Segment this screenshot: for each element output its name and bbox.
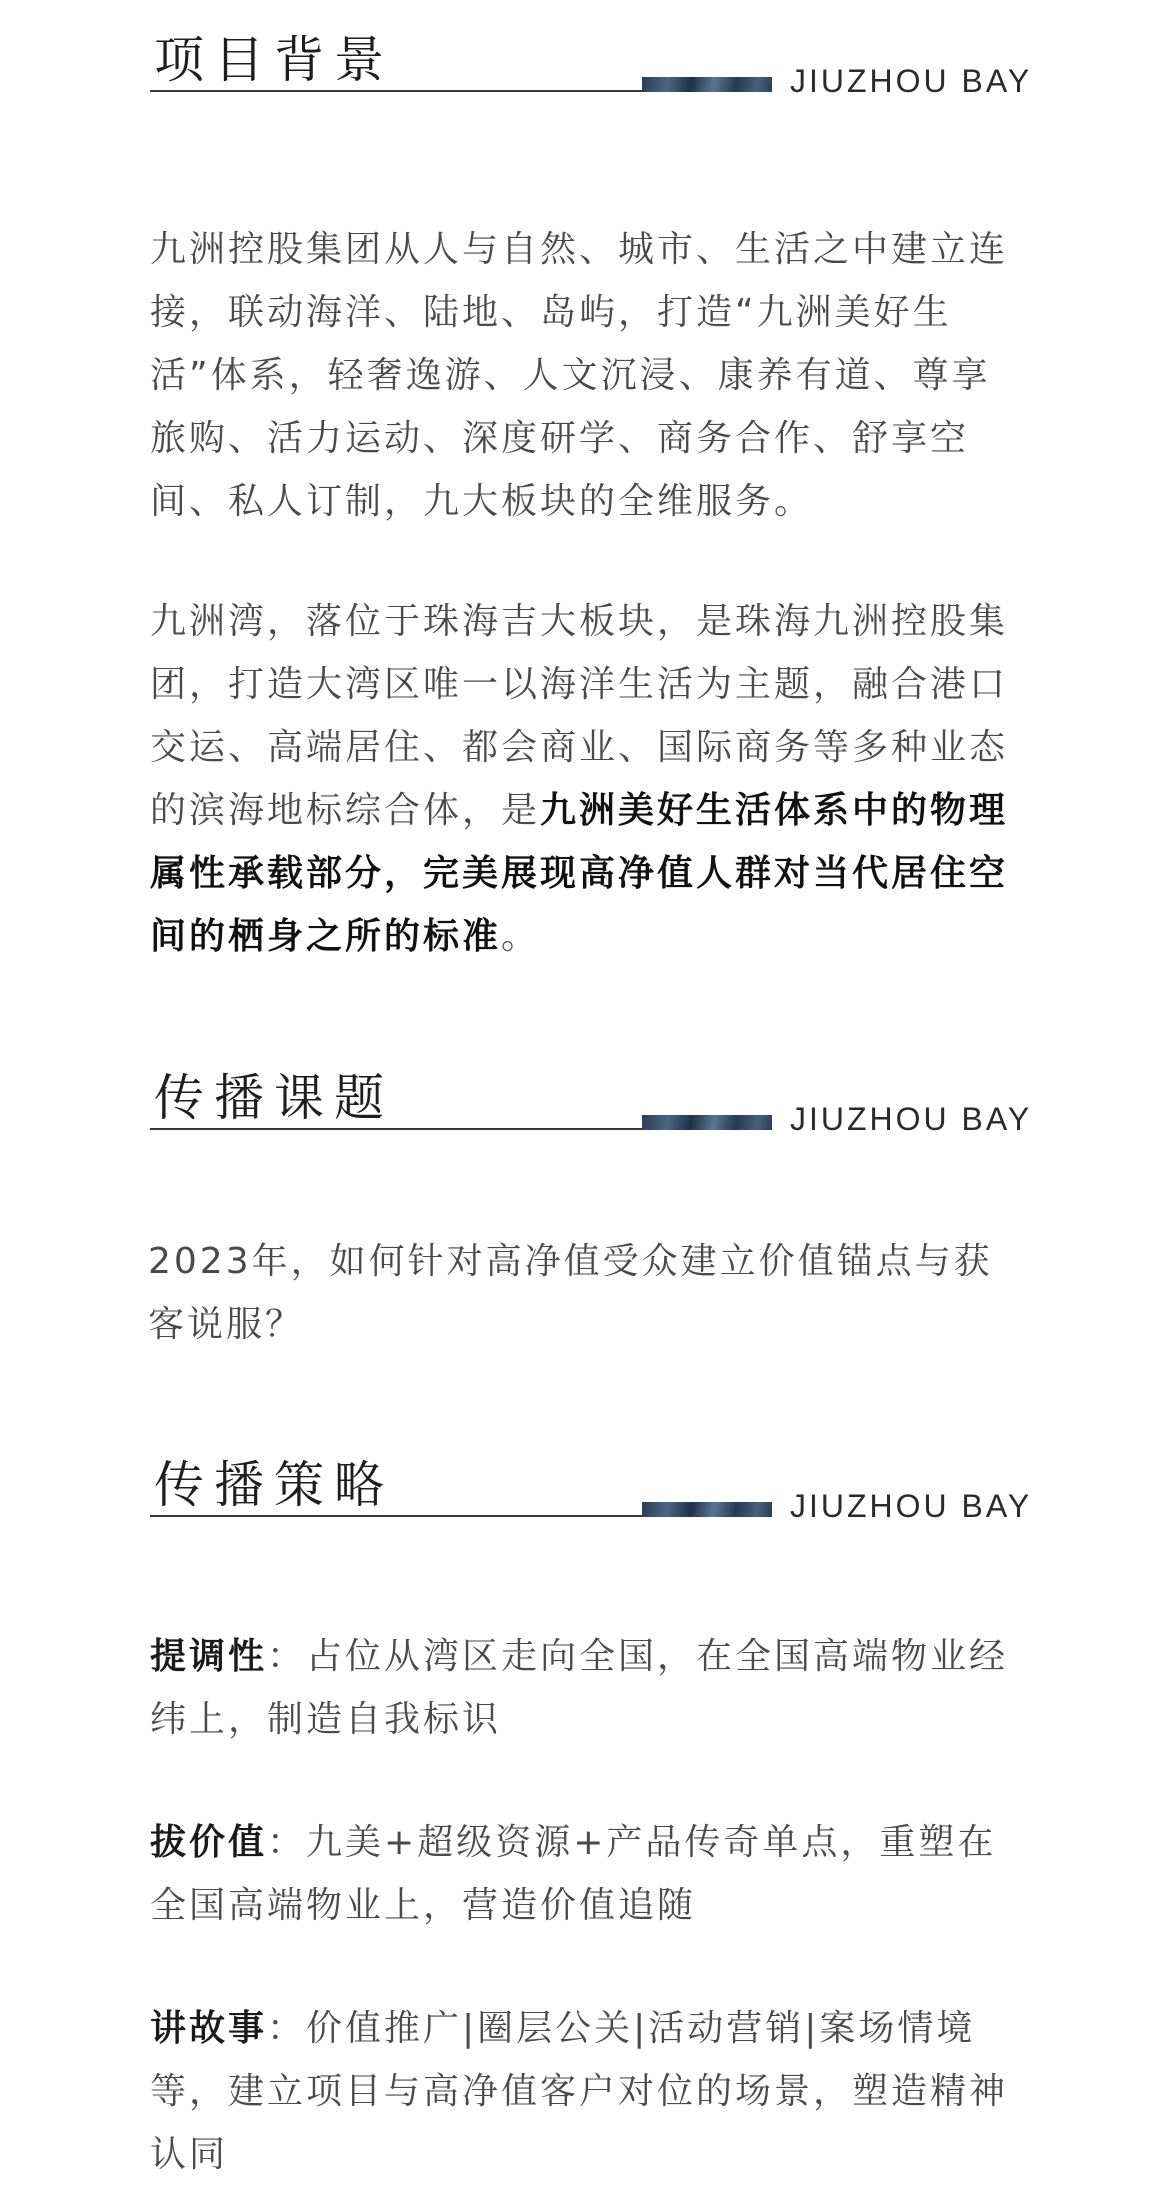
strategy-item-label: 拔价值 — [150, 1822, 268, 1863]
divider-line — [150, 1515, 645, 1517]
strategy-item — [150, 1997, 1020, 2186]
para2-text: 九洲湾，落位于珠海吉大板块，是珠海九洲控股集团，打造大湾区唯一以海洋生活为主题，融合港口交运、高端居住、都会商业、国际商务等多种业态的滨海地标综合体，是 — [150, 601, 1009, 831]
strategy-item — [150, 1625, 1020, 1751]
strategy-item-sep: ： — [267, 2008, 307, 2049]
section-title: 传播策略 — [154, 1456, 394, 1514]
decorative-bar — [642, 77, 772, 92]
section-header-background — [150, 31, 1033, 99]
topic-paragraph: 2023年，如何针对高净值受众建立价值锚点与获客说服？ — [148, 1241, 993, 1345]
strategy-item-label: 提调性 — [150, 1636, 268, 1677]
section-title: 项目背景 — [154, 31, 394, 89]
strategy-item-text: 价值推广|圈层公关|活动营销|案场情境等，建立项目与高净值客户对位的场景，塑造精神认同 — [150, 2008, 1009, 2175]
strategy-item-text: 占位从湾区走向全国，在全国高端物业经纬上，制造自我标识 — [150, 1636, 1009, 1740]
strategy-item — [150, 1811, 1020, 1937]
strategy-item-label: 讲故事 — [150, 2008, 268, 2049]
background-paragraph-2 — [150, 590, 1020, 968]
section-title: 传播课题 — [154, 1069, 394, 1127]
decorative-bar — [642, 1115, 772, 1130]
section-subtitle-en: JIUZHOU BAY — [790, 1488, 1033, 1524]
strategy-item-sep: ： — [267, 1822, 307, 1863]
section-header-strategy — [150, 1456, 1033, 1524]
divider-line — [150, 90, 645, 92]
background-paragraph-1: 九洲控股集团从人与自然、城市、生活之中建立连接，联动海洋、陆地、岛屿，打造“九洲美好生活”体系，轻奢逸游、人文沉浸、康养有道、尊享旅购、活力运动、深度研学、商务合作、舒享空间、私人订制，九大板块的全维服务。 — [150, 229, 1009, 522]
section-subtitle-en: JIUZHOU BAY — [790, 63, 1033, 99]
section-header-topic — [150, 1069, 1033, 1137]
para2-end: 。 — [501, 916, 541, 957]
divider-line — [150, 1128, 645, 1130]
section-subtitle-en: JIUZHOU BAY — [790, 1101, 1033, 1137]
decorative-bar — [642, 1502, 772, 1517]
strategy-item-sep: ： — [267, 1636, 307, 1677]
para2-highlight: 九洲美好生活体系中的物理属性承载部分，完美展现高净值人群对当代居住空间的栖身之所的标准 — [150, 790, 1009, 957]
strategy-item-text: 九美+超级资源+产品传奇单点，重塑在全国高端物业上，营造价值追随 — [150, 1822, 997, 1926]
